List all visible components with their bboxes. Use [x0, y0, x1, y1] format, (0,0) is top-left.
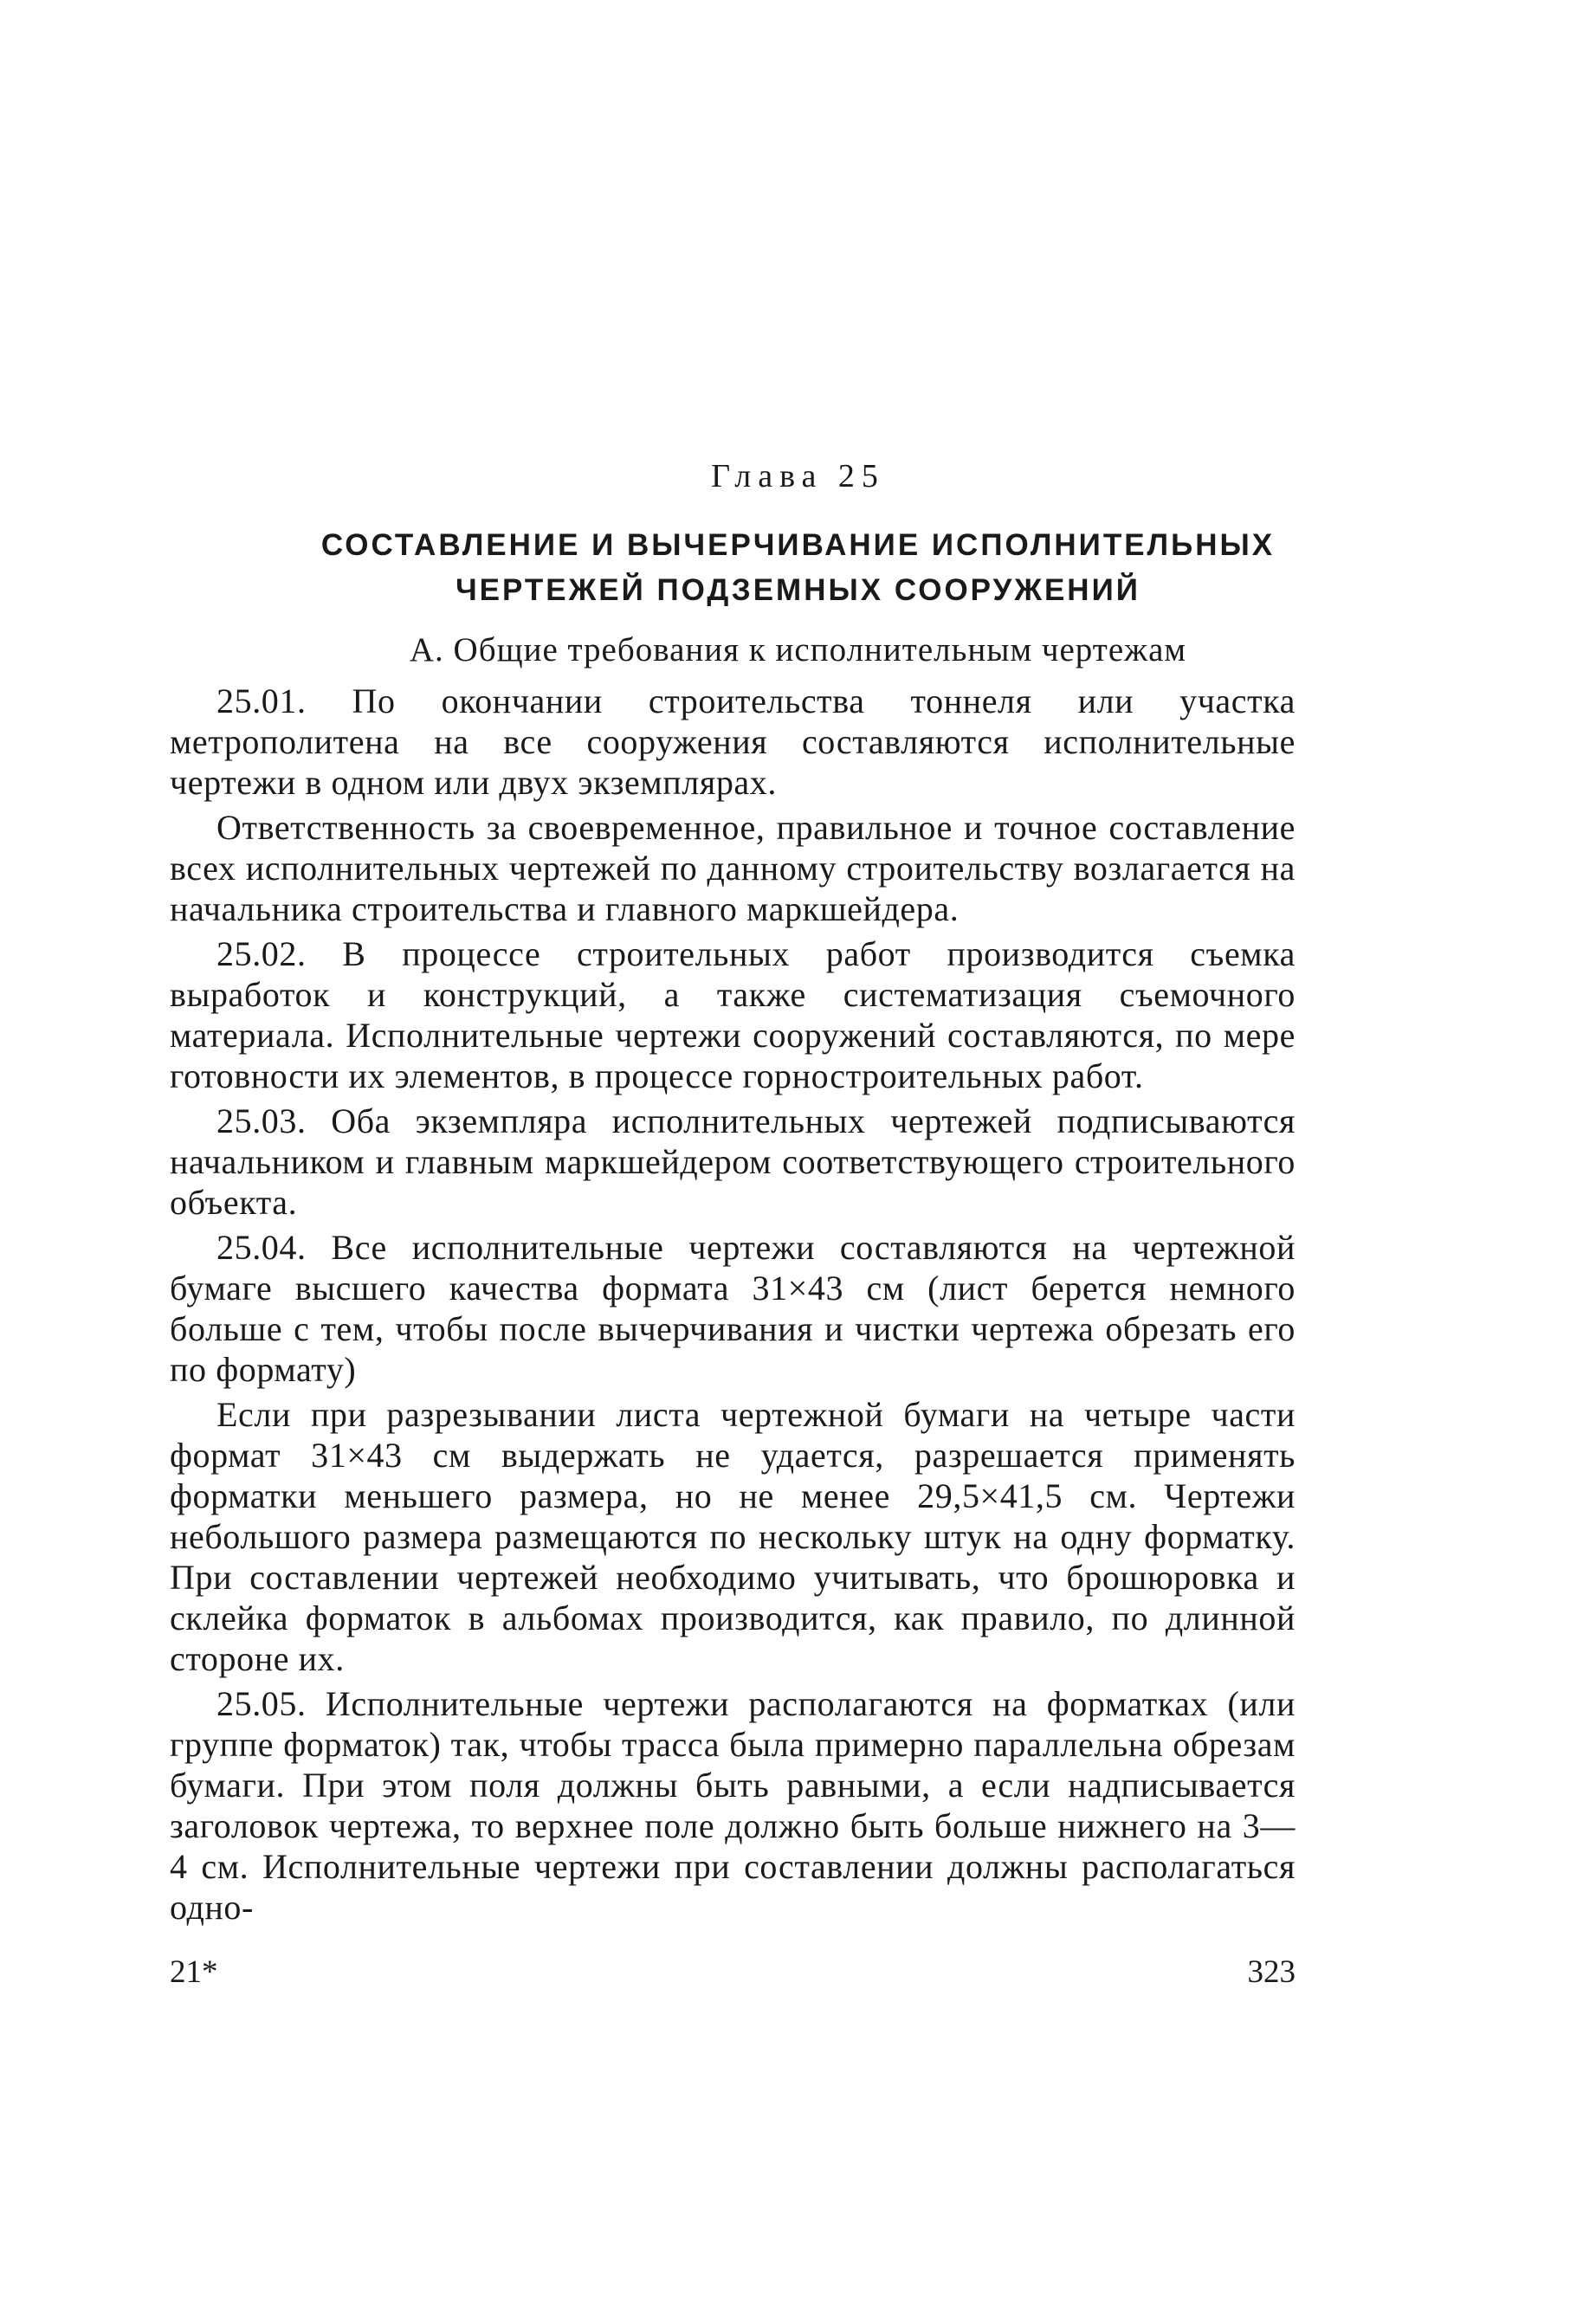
paragraph-format: Если при разрезывании листа чертежной бумаги на четыре части формат 31×43 см выдержать не удается, разрешается применять форматки меньшего размера, но не менее 29,5×41,5 см. Чертежи небольшого размера размещаются по нескольку штук на одну форматку. При составлении чертежей необходимо учитывать, что брошюровка и склейка форматок в альбомах производится, как правило, по длинной стороне их.: [170, 1395, 1296, 1678]
section-title: А. Общие требования к исполнительным чертежам: [409, 631, 1187, 668]
chapter-title-line-1: СОСТАВЛЕНИЕ И ВЫЧЕРЧИВАНИЕ ИСПОЛНИТЕЛЬНЫХ: [320, 528, 1276, 562]
paragraph-25-03: 25.03. Оба экземпляра исполнительных чертежей подписываются начальником и главным маркшейдером соответствующего строительного объекта.: [170, 1101, 1296, 1222]
paragraph-responsibility: Ответственность за своевременное, правильное и точное составление всех исполнительных чертежей по данному строительству возлагается на начальника строительства и главного маркшейдера.: [170, 808, 1296, 928]
paragraph-25-02: 25.02. В процессе строительных работ производится съемка выработок и конструкций, а также систематизация съемочного материала. Исполнительные чертежи сооружений составляются, по мере готовности их элементов, в процессе горностроительных работ.: [170, 934, 1296, 1095]
chapter-title: [199, 523, 1397, 613]
paragraph-25-05: 25.05. Исполнительные чертежи располагаются на форматках (или группе форматок) так, чтобы трасса была примерно параллельна обрезам бумаги. При этом поля должны быть равными, а если надписывается заголовок чертежа, то верхнее поле должно быть больше нижнего на 3—4 см. Исполнительные чертежи при составлении должны располагаться одно-: [170, 1684, 1296, 1927]
chapter-label: Глава 25: [711, 458, 885, 494]
paragraph-25-01: 25.01. По окончании строительства тоннеля или участка метрополитена на все сооружения составляются исполнительные чертежи в одном или двух экземплярах.: [170, 681, 1296, 802]
paragraph-25-04: 25.04. Все исполнительные чертежи составляются на чертежной бумаге высшего качества формата 31×43 см (лист берется немного больше с тем, чтобы после вычерчивания и чистки чертежа обрезать его по формату): [170, 1228, 1296, 1389]
chapter-title-line-2: ЧЕРТЕЖЕЙ ПОДЗЕМНЫХ СООРУЖЕНИЙ: [456, 573, 1140, 607]
signature-mark: 21*: [170, 1954, 218, 1990]
body-text: [170, 681, 1296, 1928]
page-number: 323: [1247, 1954, 1296, 1990]
